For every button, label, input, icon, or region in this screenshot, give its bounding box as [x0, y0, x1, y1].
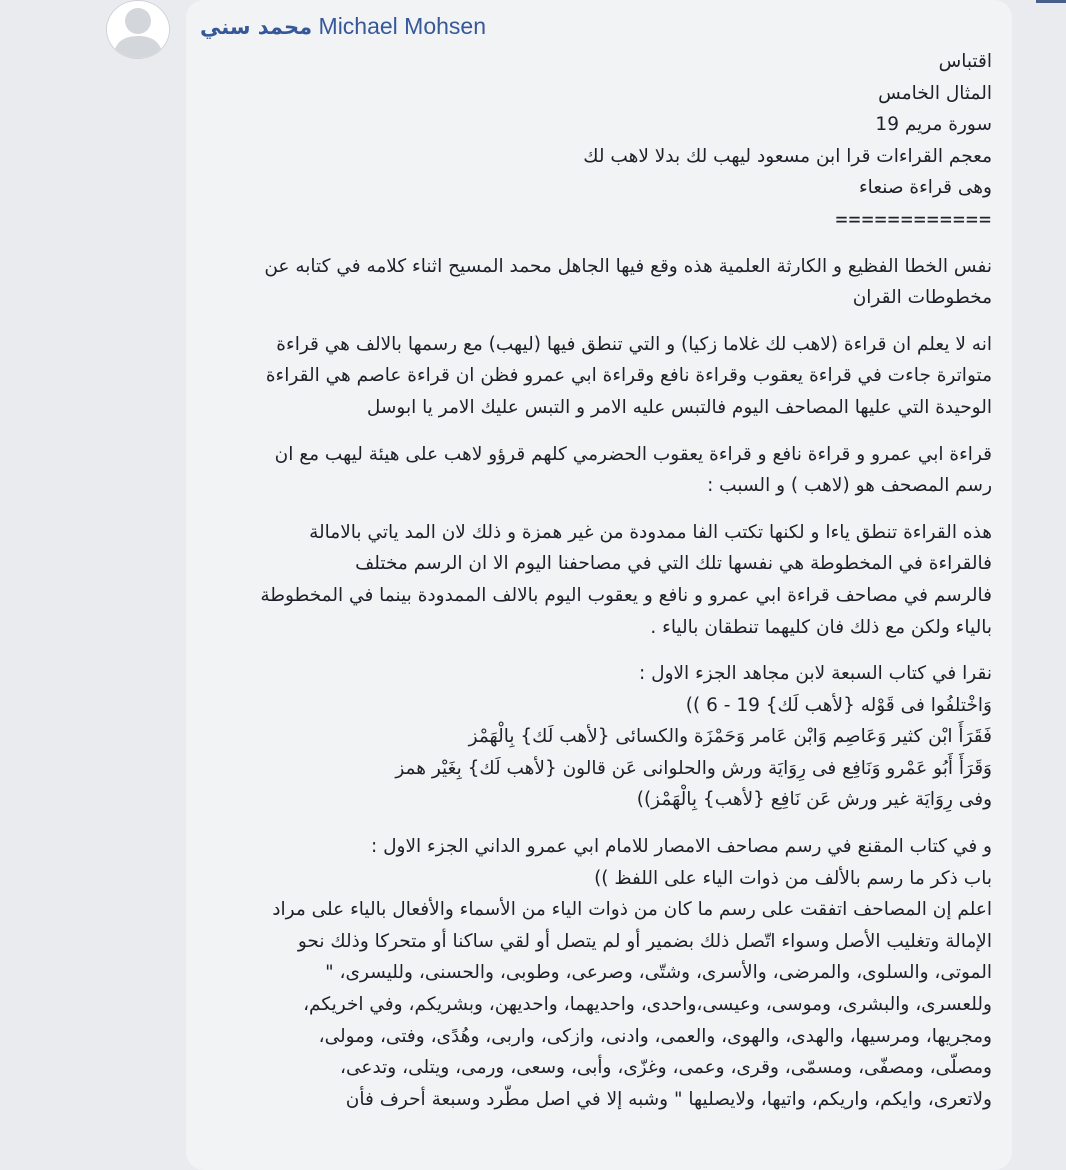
comment-paragraph [200, 439, 992, 502]
comment-line: اقتباس [938, 51, 992, 72]
comment-line: بالياء ولكن مع ذلك فان كليهما تنطقان بالياء . [650, 616, 992, 638]
comment-paragraph [200, 658, 992, 816]
comment-line: مخطوطات القران [852, 287, 992, 309]
comment-paragraph [200, 251, 992, 314]
comment-line: الإمالة وتغليب الأصل وسواء اتّصل ذلك بضمير أو لم يتصل أو لقي ساكنا أو متحركا وذلك نحو [297, 930, 992, 952]
author-name-latin[interactable]: Michael Mohsen [318, 13, 486, 39]
default-profile-silhouette-icon [107, 1, 169, 58]
comment-line: وفى رِوَايَة غير ورش عَن نَافِع {لأهب} بِالْهَمْز)) [636, 789, 992, 811]
comment-line: قراءة ابي عمرو و قراءة نافع و قراءة يعقوب الحضرمي كلهم قرؤو لاهب على هيئة ليهب مع ان [274, 443, 992, 465]
comment-paragraph [200, 831, 992, 1115]
comment-line: فالرسم في مصاحف قراءة ابي عمرو و نافع و يعقوب اليوم بالالف الممدودة بينما في المخطوطة [260, 584, 992, 606]
comment-line: متواترة جاءت في قراءة يعقوب وقراءة نافع وقراءة ابي عمرو فظن ان قراءة عاصم هي القراءة [265, 365, 992, 387]
separator-line: ============ [835, 206, 992, 231]
comment-line: نقرا في كتاب السبعة لابن مجاهد الجزء الاول : [639, 663, 992, 685]
comment-line: معجم القراءات قرا ابن مسعود ليهب لك بدلا لاهب لك [583, 145, 992, 167]
comment-line: وللعسرى، والبشرى، وموسى، وعيسى،واحدى، واحديهما، واحديهن، وبشريكم، وفي اخريكم، [303, 994, 992, 1016]
top-edge-bar [1036, 0, 1066, 3]
comment-line: وَاخْتلفُوا فى قَوْله {لأهب لَك} 19 - 6 )) [685, 694, 992, 716]
comment-author-link[interactable] [200, 6, 996, 46]
comment-line: انه لا يعلم ان قراءة (لاهب لك غلاما زكيا) و التي تنطق فيها (ليهب) مع رسمها بالالف هي قراءة [276, 333, 992, 355]
comment-line: المثال الخامس [878, 82, 992, 104]
comment-line: باب ذكر ما رسم بالألف من ذوات الياء على اللفظ )) [594, 867, 992, 889]
comment-line: هذه القراءة تنطق ياءا و لكنها تكتب الفا ممدودة من غير همزة و ذلك لان المد ياتي بالامالة [309, 521, 992, 543]
comment-body [200, 46, 992, 1115]
comment-paragraph [200, 329, 992, 424]
comment-paragraph [200, 46, 992, 236]
comment-line: ولاتعرى، وايكم، واريكم، واتيها، ولايصليها " وشبه إلا في اصل مطّرد وسبعة أحرف فأن [345, 1088, 992, 1110]
comment-line: رسم المصحف هو (لاهب ) و السبب : [707, 475, 992, 497]
comment-line: ومصلّى، ومصفّى، ومسمّى، وقرى، وعمى، وغزّى، وأبى، وسعى، ورمى، ويتلى، وتدعى، [340, 1057, 992, 1079]
comment-line: سورة مريم 19 [875, 114, 992, 136]
comment-line: فَقَرَأَ ابْن كثير وَعَاصِم وَابْن عَامر وَحَمْزَة والكسائى {لأهب لَك} بِالْهَمْز [468, 726, 992, 748]
comment-line: ومجريها، ومرسيها، والهدى، والهوى، والعمى، وادنى، وازكى، واربى، وهُدًى، وفتى، ومولى، [318, 1025, 992, 1047]
comment-line: وهى قراءة صنعاء [858, 177, 992, 199]
comment-line: و في كتاب المقنع في رسم مصاحف الامصار للامام ابي عمرو الداني الجزء الاول : [370, 836, 992, 858]
comment-line: اعلم إن المصاحف اتفقت على رسم ما كان من ذوات الياء من الأسماء والأفعال بالياء على مراد [272, 899, 992, 921]
comment-line: فالقراءة في المخطوطة هي نفسها تلك التي في مصاحفنا اليوم الا ان الرسم مختلف [355, 553, 992, 575]
comment-line: الوحيدة التي عليها المصاحف اليوم فالتبس عليه الامر و التبس عليك الامر يا ابوسل [366, 396, 992, 418]
comment-line: نفس الخطا الفظيع و الكارثة العلمية هذه وقع فيها الجاهل محمد المسيح اثناء كلامه في كتابه عن [264, 255, 992, 277]
comment-paragraph [200, 517, 992, 643]
avatar[interactable] [106, 0, 170, 59]
comment-line: وَقَرَأَ أَبُو عَمْرو وَنَافِع فى رِوَايَة ورش والحلوانى عَن قالون {لأهب لَك} بِغَيْر همز [395, 757, 992, 779]
comment-bubble [186, 0, 1012, 1170]
comment-line: الموتى، والسلوى، والمرضى، والأسرى، وشتّى، وصرعى، وطوبى، والحسنى، ولليسرى، " [325, 962, 992, 984]
author-name-arabic[interactable]: محمد سني [200, 15, 313, 39]
